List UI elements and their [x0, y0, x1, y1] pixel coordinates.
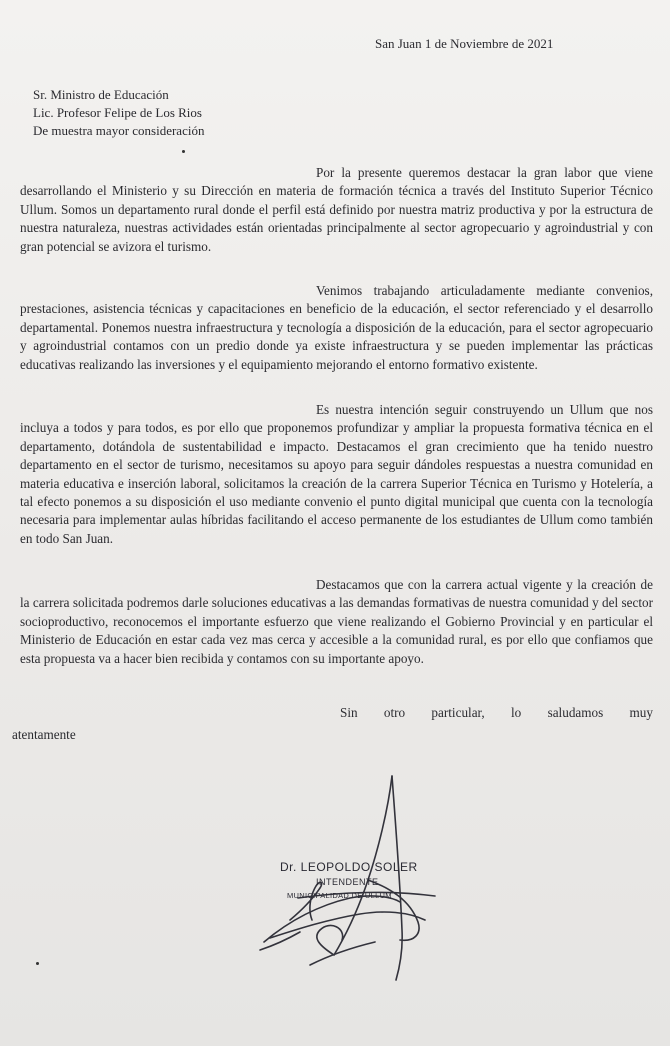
addressee-block [33, 86, 204, 140]
body-paragraph-4: Destacamos que con la carrera actual vigente y la creación de la carrera solicitada podremos darle soluciones educativas a las demandas formativas de nuestra comunidad y del sector socioproductivo, reconocemos el importante esfuerzo que viene realizando el Gobierno Provincial y en particular el Ministerio de Educación en estar cada vez mas cerca y accesible a la comunidad rural, es por ello que confiamos que esta propuesta va a hacer bien recibida y contamos con su importante apoyo. [20, 577, 653, 666]
addressee-line-3: De muestra mayor consideración [33, 123, 205, 138]
stamp-municipality: MUNICIPALIDAD DE ULLUM [287, 891, 392, 900]
stamp-name: Dr. LEOPOLDO SOLER [280, 860, 418, 874]
body-paragraph-2: Venimos trabajando articuladamente mediante convenios, prestaciones, asistencia técnicas y capacitaciones en beneficio de la educación, el sector referenciado y el desarrollo departamental. Ponemos nuestra infraestructura y tecnología a disposición de la educación, para el sector agropecuario y agroindustrial contamos con un predio donde ya existe infraestructura y se pueden implementar las prácticas educativas realizando las inversiones y el equipamiento mejorando el entorno formativo existente. [20, 283, 653, 372]
ink-speck [36, 962, 39, 965]
closing-line-2: atentamente [12, 727, 76, 742]
closing-line-1: Sin otro particular, lo saludamos muy [340, 705, 653, 720]
addressee-line-2: Lic. Profesor Felipe de Los Rios [33, 105, 202, 120]
body-paragraph-1: Por la presente queremos destacar la gran labor que viene desarrollando el Ministerio y su Dirección en materia de formación técnica a través del Instituto Superior Técnico Ullum. Somos un departamento rural donde el perfil está definido por nuestra matriz productiva y por la estructura de nuestra naturaleza, nuestras actividades están orientadas principalmente al sector agropecuario y agroindustrial y con gran potencial se avizora el turismo. [20, 165, 653, 254]
letter-date: San Juan 1 de Noviembre de 2021 [375, 36, 554, 51]
body-paragraph-3: Es nuestra intención seguir construyendo un Ullum que nos incluya a todos y para todos, es por ello que proponemos profundizar y ampliar la propuesta formativa técnica en el departamento, dotándola de sustentabilidad e impacto. Destacamos el gran crecimiento que ha tenido nuestro departamento en el sector de turismo, necesitamos su apoyo para seguir dándoles respuestas a nuestra comunidad en materia educativa e inserción laboral, solicitamos la creación de la carrera Superior Técnica en Turismo y Hotelería, a tal efecto ponemos a su disposición el uso mediante convenio el punto digital municipal que cuenta con la tecnología necesaria para implementar aulas híbridas facilitando el acceso permanente de los estudiantes de Ullum como también en todo San Juan. [20, 402, 653, 546]
stamp-role: INTENDENTE [316, 877, 379, 887]
addressee-line-1: Sr. Ministro de Educación [33, 87, 169, 102]
ink-speck [182, 150, 185, 153]
